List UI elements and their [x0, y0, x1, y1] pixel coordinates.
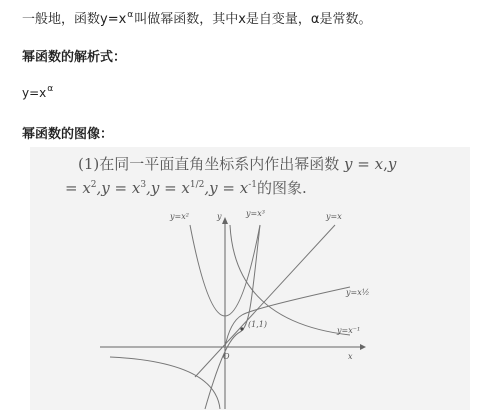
label-y-inv: y=x⁻¹ — [337, 326, 361, 335]
caption-text: (1)在同一平面直角坐标系内作出幂函数 — [78, 155, 340, 173]
label-y-x3: y=x³ — [246, 209, 265, 218]
power-function-figure — [30, 147, 470, 410]
caption-eq-xinv: ,y = x — [204, 179, 249, 197]
label-y-x: y=x — [326, 212, 342, 221]
label-y-sqrt: y=x½ — [346, 288, 370, 297]
curve-y-sqrt — [225, 287, 350, 347]
caption-eq-x3: ,y = x — [96, 179, 141, 197]
graph-heading: 幂函数的图像： — [22, 127, 114, 142]
caption-sup-inv: -1 — [248, 180, 257, 190]
caption-sup-3: 3 — [140, 180, 147, 190]
caption-comma: , — [383, 155, 388, 173]
caption-y: y — [387, 155, 397, 173]
intro-sentence — [22, 8, 371, 27]
caption-sup-half: 1/2 — [189, 180, 205, 190]
point-1-1 — [240, 327, 243, 330]
function-graph — [30, 147, 470, 410]
y-axis-arrow-icon — [222, 217, 228, 224]
analytic-heading: 幂函数的解析式： — [22, 50, 127, 65]
caption-eq-x2: = x — [65, 179, 91, 197]
label-origin: O — [223, 352, 230, 361]
label-point: (1,1) — [248, 320, 267, 329]
label-x-axis: x — [348, 352, 353, 361]
power-formula — [22, 86, 54, 100]
x-axis-arrow-icon — [360, 344, 366, 350]
curve-y-x3 — [205, 225, 260, 409]
caption-sup-2: 2 — [90, 180, 97, 190]
caption-end: 的图象. — [256, 179, 307, 197]
label-y-x2: y=x² — [170, 212, 189, 221]
curve-y-x — [195, 225, 335, 377]
label-y-axis: y — [217, 212, 222, 221]
intro-text-part1: 一般地，函数y=x — [22, 12, 127, 27]
caption-eq-xhalf: ,y = x — [146, 179, 190, 197]
curve-y-inv-left — [110, 357, 220, 409]
intro-alpha-superscript: α — [127, 10, 134, 20]
formula-exponent: α — [47, 84, 54, 94]
formula-base: y=x — [22, 86, 47, 100]
intro-text-part2: 叫做幂函数，其中x是自变量，α是常数。 — [134, 12, 372, 27]
caption-eq-y-x: y = x — [344, 155, 384, 173]
